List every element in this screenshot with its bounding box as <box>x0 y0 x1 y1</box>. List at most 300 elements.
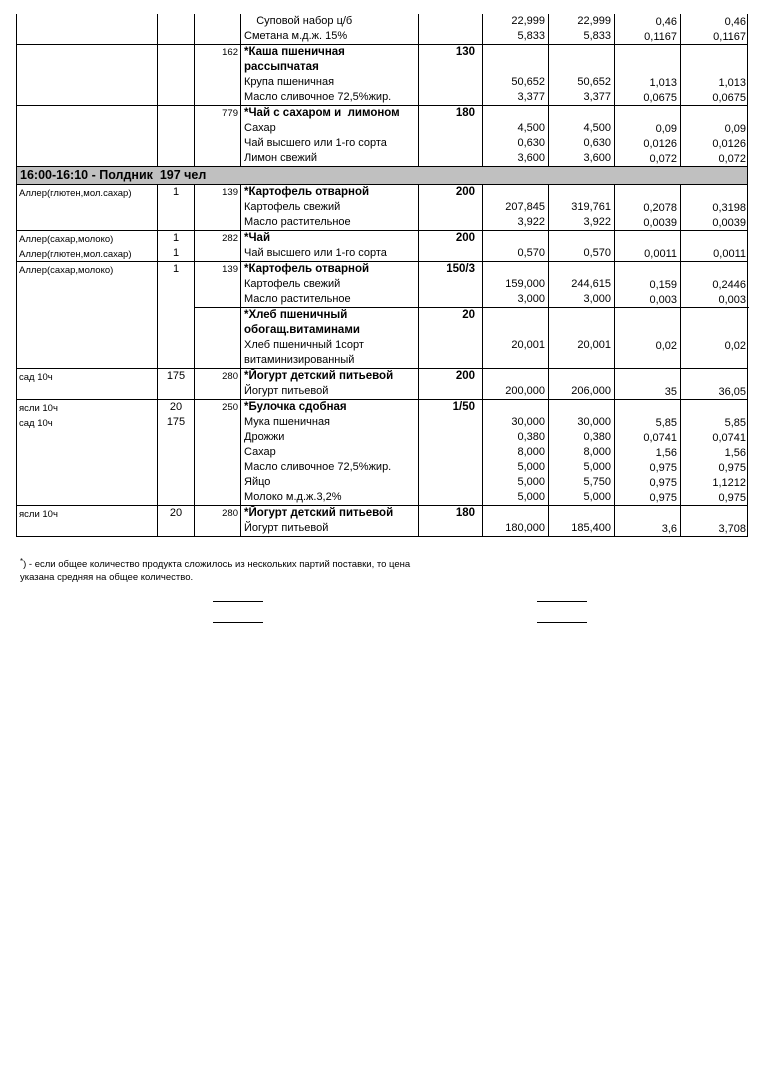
recipe-number-cell <box>194 14 240 29</box>
portion-cell <box>418 475 482 490</box>
count-cell <box>157 277 194 292</box>
portion-cell <box>418 445 482 460</box>
price-per-person-cell <box>614 45 680 75</box>
count-cell <box>157 475 194 490</box>
quantity-total-cell: 5,000 <box>548 490 614 505</box>
table-row <box>17 490 747 505</box>
quantity-per-person-cell <box>482 369 548 384</box>
portion-cell: 200 <box>418 369 482 384</box>
price-total-cell <box>680 400 749 415</box>
count-cell <box>157 121 194 136</box>
quantity-per-person-cell: 30,000 <box>482 415 548 430</box>
recipe-number-cell <box>194 215 240 230</box>
portion-cell: 180 <box>418 506 482 521</box>
quantity-total-cell <box>548 185 614 200</box>
count-cell: 1 <box>157 246 194 261</box>
table-row <box>17 29 747 44</box>
portion-cell <box>418 200 482 215</box>
price-per-person-cell: 0,0039 <box>614 215 680 230</box>
dish-block <box>17 185 747 230</box>
ingredient-name-cell: Йогурт питьевой <box>240 521 418 536</box>
quantity-total-cell: 244,615 <box>548 277 614 292</box>
dish-name-cell: *Картофель отварной <box>240 262 418 277</box>
allergen-cell: ясли 10ч <box>19 403 58 414</box>
quantity-per-person-cell <box>482 307 548 338</box>
table-row <box>17 475 747 490</box>
quantity-per-person-cell: 3,600 <box>482 151 548 166</box>
quantity-total-cell <box>548 45 614 75</box>
price-total-cell <box>680 262 749 277</box>
count-cell: 175 <box>157 415 194 430</box>
quantity-total-cell: 4,500 <box>548 121 614 136</box>
allergen-cell: Аллер(глютен,мол.сахар) <box>19 188 132 199</box>
count-cell <box>157 75 194 90</box>
price-per-person-cell <box>614 369 680 384</box>
signature-line <box>213 622 263 623</box>
allergen-cell <box>17 14 157 29</box>
count-cell <box>157 521 194 536</box>
recipe-number-cell: 139 <box>194 262 240 277</box>
portion-cell: 130 <box>418 45 482 75</box>
recipe-number-cell: 779 <box>194 106 240 121</box>
dish-name-cell: *Чай <box>240 231 418 246</box>
portion-cell <box>418 151 482 166</box>
quantity-per-person-cell <box>482 262 548 277</box>
ingredient-name-cell: Яйцо <box>240 475 418 490</box>
table-row <box>17 90 747 105</box>
table-row <box>17 136 747 151</box>
price-total-cell: 0,975 <box>680 460 749 475</box>
ingredient-name-cell: Молоко м.д.ж.3,2% <box>240 490 418 505</box>
price-per-person-cell <box>614 506 680 521</box>
portion-cell <box>418 490 482 505</box>
price-total-cell: 0,02 <box>680 338 749 368</box>
count-cell: 175 <box>157 369 194 384</box>
price-total-cell: 0,0039 <box>680 215 749 230</box>
quantity-total-cell: 50,652 <box>548 75 614 90</box>
dish-block <box>17 230 747 261</box>
count-cell <box>157 445 194 460</box>
table-row <box>17 262 747 277</box>
quantity-per-person-cell: 0,570 <box>482 246 548 261</box>
signature-line <box>213 601 263 602</box>
portion-cell <box>418 14 482 29</box>
table-row <box>17 307 747 338</box>
count-cell <box>157 490 194 505</box>
allergen-cell: Аллер(глютен,мол.сахар) <box>19 249 132 260</box>
ingredient-name-cell: Масло сливочное 72,5%жир. <box>240 90 418 105</box>
portion-cell <box>418 121 482 136</box>
recipe-number-cell <box>194 338 240 368</box>
price-total-cell: 0,003 <box>680 292 749 307</box>
table-row <box>17 445 747 460</box>
table-row <box>17 185 747 200</box>
signature-line <box>537 622 587 623</box>
recipe-number-cell <box>194 475 240 490</box>
price-per-person-cell: 0,975 <box>614 475 680 490</box>
table-row <box>17 521 747 536</box>
price-total-cell: 0,1167 <box>680 29 749 44</box>
quantity-total-cell: 8,000 <box>548 445 614 460</box>
table-row <box>17 506 747 521</box>
quantity-total-cell <box>548 262 614 277</box>
count-cell <box>157 151 194 166</box>
quantity-per-person-cell: 180,000 <box>482 521 548 536</box>
price-per-person-cell: 0,975 <box>614 460 680 475</box>
dish-name-cell: *Йогурт детский питьевой <box>240 506 418 521</box>
price-per-person-cell: 0,975 <box>614 490 680 505</box>
price-total-cell: 0,0011 <box>680 246 749 261</box>
price-total-cell: 5,85 <box>680 415 749 430</box>
quantity-total-cell <box>548 106 614 121</box>
quantity-per-person-cell: 159,000 <box>482 277 548 292</box>
ingredient-name-cell: Сметана м.д.ж. 15% <box>240 29 418 44</box>
footer-area <box>0 548 758 668</box>
quantity-per-person-cell: 3,377 <box>482 90 548 105</box>
count-cell <box>157 14 194 29</box>
quantity-total-cell <box>548 307 614 338</box>
quantity-per-person-cell: 4,500 <box>482 121 548 136</box>
dish-block <box>17 399 747 505</box>
quantity-per-person-cell: 0,380 <box>482 430 548 445</box>
price-per-person-cell: 5,85 <box>614 415 680 430</box>
recipe-number-cell <box>194 121 240 136</box>
portion-cell: 200 <box>418 231 482 246</box>
price-per-person-cell <box>614 400 680 415</box>
recipe-number-cell <box>194 415 240 430</box>
recipe-number-cell: 250 <box>194 400 240 415</box>
portion-cell: 200 <box>418 185 482 200</box>
ingredient-name-cell: Масло сливочное 72,5%жир. <box>240 460 418 475</box>
count-cell <box>157 90 194 105</box>
quantity-per-person-cell: 5,000 <box>482 490 548 505</box>
dish-block <box>17 307 747 368</box>
price-total-cell: 0,2446 <box>680 277 749 292</box>
allergen-cell <box>17 384 157 399</box>
table-row <box>17 338 747 368</box>
recipe-number-cell: 139 <box>194 185 240 200</box>
dish-block <box>17 105 747 166</box>
quantity-per-person-cell: 3,922 <box>482 215 548 230</box>
table-row <box>17 460 747 475</box>
quantity-total-cell <box>548 369 614 384</box>
table-row <box>17 384 747 399</box>
count-cell <box>157 430 194 445</box>
count-cell: 20 <box>157 506 194 521</box>
price-total-cell <box>680 231 749 246</box>
price-per-person-cell <box>614 231 680 246</box>
quantity-total-cell <box>548 400 614 415</box>
price-per-person-cell: 0,072 <box>614 151 680 166</box>
dish-name-cell: *Йогурт детский питьевой <box>240 369 418 384</box>
count-cell <box>157 200 194 215</box>
price-total-cell: 0,3198 <box>680 200 749 215</box>
recipe-number-cell <box>194 307 240 338</box>
price-per-person-cell: 0,0741 <box>614 430 680 445</box>
portion-cell <box>418 384 482 399</box>
table-row <box>17 151 747 166</box>
dish-name-cell: *Каша пшеничная рассыпчатая <box>240 45 418 75</box>
price-total-cell <box>680 185 749 200</box>
price-per-person-cell: 3,6 <box>614 521 680 536</box>
price-per-person-cell: 0,02 <box>614 338 680 368</box>
price-per-person-cell: 35 <box>614 384 680 399</box>
menu-table <box>16 14 748 537</box>
table-row <box>17 246 747 261</box>
quantity-total-cell: 5,833 <box>548 29 614 44</box>
count-cell <box>157 45 194 75</box>
allergen-cell <box>17 292 157 307</box>
allergen-cell <box>17 200 157 215</box>
recipe-number-cell <box>194 90 240 105</box>
footnote-line-2: указана средняя на общее количество. <box>20 572 194 583</box>
portion-cell <box>418 246 482 261</box>
quantity-per-person-cell <box>482 506 548 521</box>
quantity-per-person-cell: 22,999 <box>482 14 548 29</box>
allergen-cell: ясли 10ч <box>19 509 58 520</box>
ingredient-name-cell: Масло растительное <box>240 215 418 230</box>
ingredient-name-cell: Лимон свежий <box>240 151 418 166</box>
quantity-total-cell: 5,750 <box>548 475 614 490</box>
allergen-cell: сад 10ч <box>19 372 53 383</box>
ingredient-name-cell: Хлеб пшеничный 1сорт витаминизированный <box>240 338 418 368</box>
price-total-cell <box>680 307 749 338</box>
recipe-number-cell <box>194 292 240 307</box>
count-cell: 20 <box>157 400 194 415</box>
dish-block <box>17 368 747 399</box>
portion-cell <box>418 292 482 307</box>
allergen-cell: сад 10ч <box>19 418 53 429</box>
price-per-person-cell: 0,1167 <box>614 29 680 44</box>
price-per-person-cell <box>614 106 680 121</box>
table-row <box>17 277 747 292</box>
price-total-cell <box>680 506 749 521</box>
ingredient-name-cell: Сахар <box>240 121 418 136</box>
price-total-cell: 3,708 <box>680 521 749 536</box>
table-row <box>17 14 747 29</box>
table-row <box>17 200 747 215</box>
ingredient-name-cell: Картофель свежий <box>240 200 418 215</box>
portion-cell <box>418 521 482 536</box>
allergen-cell <box>17 445 157 460</box>
price-total-cell: 36,05 <box>680 384 749 399</box>
recipe-number-cell: 162 <box>194 45 240 75</box>
allergen-cell <box>17 490 157 505</box>
allergen-cell <box>17 121 157 136</box>
price-per-person-cell: 0,2078 <box>614 200 680 215</box>
quantity-per-person-cell: 200,000 <box>482 384 548 399</box>
quantity-total-cell: 30,000 <box>548 415 614 430</box>
dish-name-cell: *Булочка сдобная <box>240 400 418 415</box>
price-total-cell <box>680 45 749 75</box>
dish-name-cell: *Чай с сахаром и лимоном <box>240 106 418 121</box>
recipe-number-cell <box>194 460 240 475</box>
dish-block <box>17 505 747 536</box>
quantity-total-cell: 22,999 <box>548 14 614 29</box>
allergen-cell: Аллер(сахар,молоко) <box>19 234 114 245</box>
allergen-cell <box>17 460 157 475</box>
meal-section-header: 16:00-16:10 - Полдник 197 чел <box>17 166 747 185</box>
table-row <box>17 45 747 75</box>
price-per-person-cell: 1,56 <box>614 445 680 460</box>
quantity-per-person-cell <box>482 400 548 415</box>
quantity-per-person-cell: 207,845 <box>482 200 548 215</box>
quantity-per-person-cell: 50,652 <box>482 75 548 90</box>
dish-block <box>17 44 747 105</box>
quantity-per-person-cell: 5,000 <box>482 475 548 490</box>
ingredient-name-cell: Дрожжи <box>240 430 418 445</box>
price-total-cell: 0,0126 <box>680 136 749 151</box>
allergen-cell <box>17 277 157 292</box>
footnote-line-1: *) - если общее количество продукта сложилось из нескольких партий поставки, то цена <box>20 557 411 570</box>
allergen-cell <box>17 29 157 44</box>
ingredient-name-cell: Картофель свежий <box>240 277 418 292</box>
portion-cell <box>418 338 482 368</box>
dish-name-cell: *Картофель отварной <box>240 185 418 200</box>
quantity-per-person-cell: 5,833 <box>482 29 548 44</box>
portion-cell <box>418 29 482 44</box>
price-total-cell: 0,0675 <box>680 90 749 105</box>
price-total-cell: 0,072 <box>680 151 749 166</box>
quantity-total-cell <box>548 506 614 521</box>
table-row <box>17 292 747 307</box>
quantity-total-cell: 20,001 <box>548 338 614 368</box>
portion-cell <box>418 215 482 230</box>
count-cell <box>157 384 194 399</box>
price-total-cell <box>680 369 749 384</box>
ingredient-name-cell: Суповой набор ц/б <box>240 14 418 29</box>
ingredient-name-cell: Чай высшего или 1-го сорта <box>240 136 418 151</box>
portion-cell: 150/3 <box>418 262 482 277</box>
table-row <box>17 430 747 445</box>
price-total-cell <box>680 106 749 121</box>
recipe-number-cell <box>194 521 240 536</box>
dish-name-cell: *Хлеб пшеничный обогащ.витаминами <box>240 307 418 338</box>
count-cell <box>157 215 194 230</box>
quantity-total-cell: 3,922 <box>548 215 614 230</box>
price-total-cell: 0,975 <box>680 490 749 505</box>
footnote-asterisk: * <box>20 557 24 566</box>
allergen-cell <box>17 106 157 121</box>
footnote <box>20 555 758 584</box>
allergen-cell: Аллер(сахар,молоко) <box>19 265 114 276</box>
table-row <box>17 121 747 136</box>
recipe-number-cell <box>194 246 240 261</box>
quantity-total-cell: 319,761 <box>548 200 614 215</box>
quantity-total-cell: 0,380 <box>548 430 614 445</box>
allergen-cell <box>17 338 157 368</box>
recipe-number-cell: 282 <box>194 231 240 246</box>
quantity-total-cell: 3,000 <box>548 292 614 307</box>
price-per-person-cell: 0,003 <box>614 292 680 307</box>
recipe-number-cell <box>194 136 240 151</box>
allergen-cell <box>17 90 157 105</box>
recipe-number-cell <box>194 29 240 44</box>
count-cell: 1 <box>157 185 194 200</box>
portion-cell <box>418 90 482 105</box>
quantity-per-person-cell: 3,000 <box>482 292 548 307</box>
count-cell <box>157 307 194 338</box>
dish-block <box>17 14 747 44</box>
price-per-person-cell: 0,46 <box>614 14 680 29</box>
price-total-cell: 1,56 <box>680 445 749 460</box>
ingredient-name-cell: Сахар <box>240 445 418 460</box>
allergen-cell <box>17 475 157 490</box>
ingredient-name-cell: Крупа пшеничная <box>240 75 418 90</box>
price-total-cell: 0,0741 <box>680 430 749 445</box>
price-per-person-cell <box>614 185 680 200</box>
price-per-person-cell <box>614 307 680 338</box>
recipe-number-cell <box>194 200 240 215</box>
count-cell: 1 <box>157 231 194 246</box>
quantity-total-cell: 5,000 <box>548 460 614 475</box>
dish-block <box>17 261 747 307</box>
portion-cell: 20 <box>418 307 482 338</box>
quantity-total-cell: 185,400 <box>548 521 614 536</box>
recipe-number-cell <box>194 445 240 460</box>
table-row <box>17 75 747 90</box>
recipe-number-cell <box>194 75 240 90</box>
quantity-total-cell: 3,377 <box>548 90 614 105</box>
quantity-per-person-cell <box>482 185 548 200</box>
allergen-cell <box>17 136 157 151</box>
allergen-cell <box>17 45 157 75</box>
quantity-per-person-cell <box>482 231 548 246</box>
allergen-cell <box>17 430 157 445</box>
price-per-person-cell: 0,0126 <box>614 136 680 151</box>
price-per-person-cell: 0,0011 <box>614 246 680 261</box>
table-row <box>17 215 747 230</box>
count-cell <box>157 460 194 475</box>
quantity-per-person-cell: 8,000 <box>482 445 548 460</box>
quantity-total-cell: 0,630 <box>548 136 614 151</box>
table-row <box>17 106 747 121</box>
portion-cell: 1/50 <box>418 400 482 415</box>
ingredient-name-cell: Масло растительное <box>240 292 418 307</box>
recipe-number-cell <box>194 277 240 292</box>
ingredient-name-cell: Йогурт питьевой <box>240 384 418 399</box>
recipe-number-cell: 280 <box>194 369 240 384</box>
allergen-cell <box>17 521 157 536</box>
ingredient-name-cell: Мука пшеничная <box>240 415 418 430</box>
recipe-number-cell <box>194 430 240 445</box>
quantity-per-person-cell: 5,000 <box>482 460 548 475</box>
price-per-person-cell: 1,013 <box>614 75 680 90</box>
allergen-cell <box>17 75 157 90</box>
price-per-person-cell: 0,09 <box>614 121 680 136</box>
table-row <box>17 369 747 384</box>
ingredient-name-cell: Чай высшего или 1-го сорта <box>240 246 418 261</box>
recipe-number-cell <box>194 490 240 505</box>
price-total-cell: 1,1212 <box>680 475 749 490</box>
portion-cell <box>418 75 482 90</box>
table-row <box>17 231 747 246</box>
recipe-number-cell <box>194 384 240 399</box>
recipe-number-cell: 280 <box>194 506 240 521</box>
allergen-cell <box>17 307 157 338</box>
portion-cell <box>418 277 482 292</box>
count-cell <box>157 292 194 307</box>
price-total-cell: 1,013 <box>680 75 749 90</box>
quantity-total-cell: 206,000 <box>548 384 614 399</box>
portion-cell <box>418 430 482 445</box>
price-total-cell: 0,09 <box>680 121 749 136</box>
quantity-per-person-cell: 0,630 <box>482 136 548 151</box>
allergen-cell <box>17 151 157 166</box>
recipe-number-cell <box>194 151 240 166</box>
portion-cell <box>418 136 482 151</box>
count-cell: 1 <box>157 262 194 277</box>
